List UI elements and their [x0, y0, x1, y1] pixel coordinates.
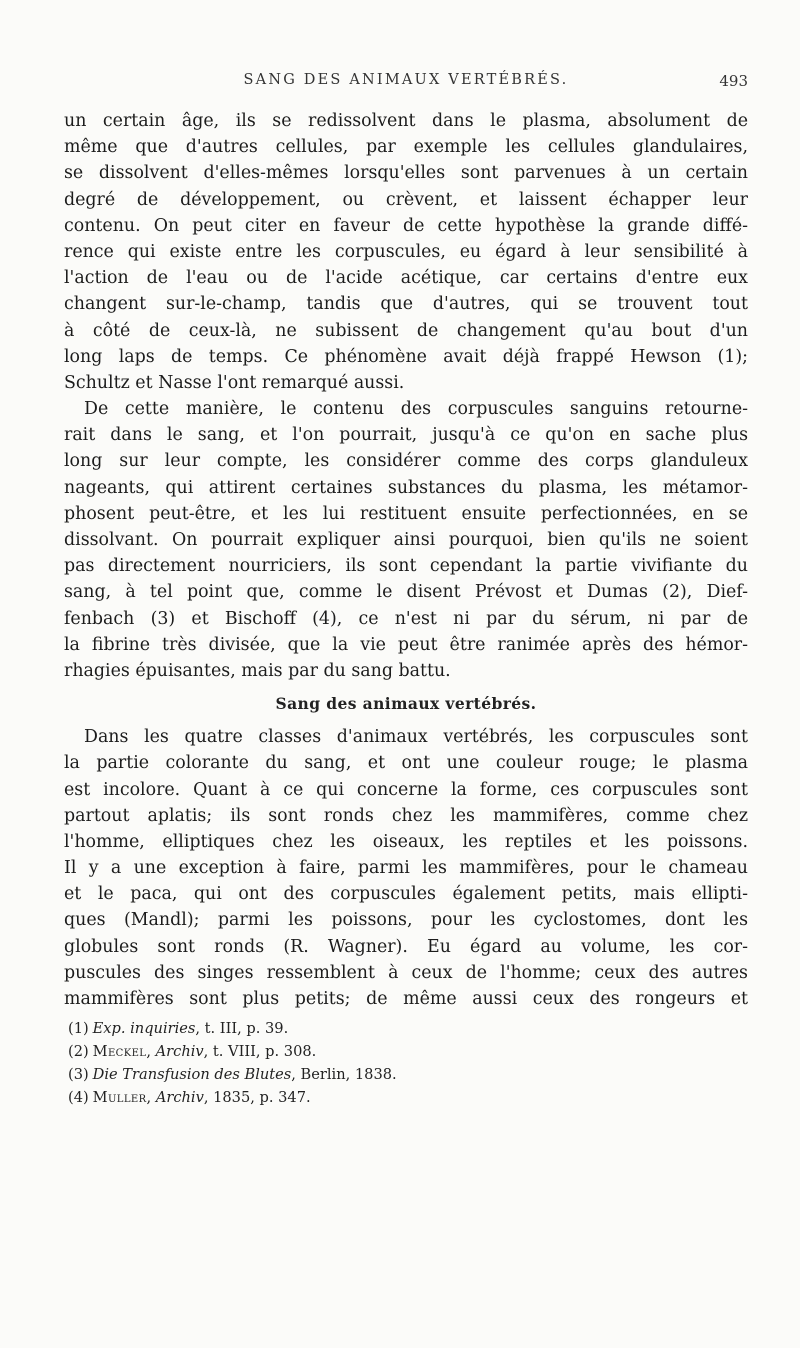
footnote-details: , Berlin, 1838. — [291, 1065, 397, 1083]
footnote-work: Exp. inquiries — [92, 1020, 196, 1038]
text-line: partout aplatis; ils sont ronds chez les mammifères, comme chez — [64, 805, 748, 826]
text-line: sang, à tel point que, comme le disent Prévost et Dumas (2), Dief- — [64, 582, 748, 603]
text-line: contenu. On peut citer en faveur de cette hypothèse la grande diffé- — [64, 215, 748, 236]
footnotes — [64, 1018, 748, 1109]
text-line: globules sont ronds (R. Wagner). Eu égard au volume, les cor- — [64, 936, 748, 957]
footnote-number: (3) — [68, 1065, 89, 1083]
footnote-details: , t. III, p. 39. — [195, 1020, 289, 1038]
footnote-author: Meckel — [92, 1042, 147, 1060]
footnote — [64, 1018, 748, 1041]
footnote-work: Archiv — [155, 1088, 204, 1106]
text-line: dissolvant. On pourrait expliquer ainsi pourquoi, bien qu'ils ne soient — [64, 530, 748, 550]
footnote-details: , 1835, p. 347. — [203, 1088, 311, 1106]
text-line: De cette manière, le contenu des corpuscules sanguins retourne- — [84, 399, 748, 420]
paragraph-1 — [64, 108, 748, 396]
text-line: la partie colorante du sang, et ont une couleur rouge; le plasma — [64, 753, 748, 774]
text-line: l'homme, elliptiques chez les oiseaux, les reptiles et les poissons. — [64, 831, 748, 852]
footnote-number: (2) — [68, 1042, 89, 1060]
text-line: rence qui existe entre les corpuscules, eu égard à leur sensibilité à — [64, 241, 748, 262]
footnote-author: Muller — [92, 1088, 147, 1106]
text-line: rait dans le sang, et l'on pourrait, jusqu'à ce qu'on en sache plus — [64, 425, 748, 446]
text-line: nageants, qui attirent certaines substances du plasma, les métamor- — [64, 477, 748, 498]
page-number: 493 — [719, 72, 748, 90]
text-line: Schultz et Nasse l'ont remarqué aussi. — [64, 372, 405, 393]
footnote: (2) Meckel, Archiv, t. VIII, p. 308. — [64, 1041, 748, 1064]
paragraph-2 — [64, 396, 748, 684]
text-line: même que d'autres cellules, par exemple les cellules glandulaires, — [64, 137, 748, 158]
text-line: et le paca, qui ont des corpuscules également petits, mais ellipti- — [64, 884, 748, 905]
text-line: un certain âge, ils se redissolvent dans le plasma, absolument de — [64, 111, 748, 131]
text-line: la fibrine très divisée, que la vie peut être ranimée après des hémor- — [64, 634, 748, 655]
body-text — [64, 108, 748, 1109]
running-head-title: SANG DES ANIMAUX VERTÉBRÉS. — [243, 72, 569, 88]
text-line: est incolore. Quant à ce qui concerne la forme, ces corpuscules sont — [64, 779, 748, 800]
footnote: (4) Muller, Archiv, 1835, p. 347. — [64, 1087, 748, 1110]
text-line: à côté de ceux-là, ne subissent de changement qu'au bout d'un — [64, 320, 748, 341]
footnote-details: , t. VIII, p. 308. — [203, 1042, 317, 1060]
text-line: long laps de temps. Ce phénomène avait déjà frappé Hewson (1); — [64, 346, 748, 367]
text-line: Dans les quatre classes d'animaux vertébrés, les corpuscules sont — [84, 727, 748, 748]
text-line: changent sur-le-champ, tandis que d'autres, qui se trouvent tout — [64, 294, 748, 315]
footnote-work: Die Transfusion des Blutes — [92, 1065, 292, 1083]
footnote-work: Archiv — [155, 1042, 204, 1060]
text-line: degré de développement, ou crèvent, et laissent échapper leur — [64, 189, 748, 210]
text-line: pas directement nourriciers, ils sont cependant la partie vivifiante du — [64, 556, 748, 577]
text-line: l'action de l'eau ou de l'acide acétique, car certains d'entre eux — [64, 268, 748, 289]
text-line: rhagies épuisantes, mais par du sang battu. — [64, 660, 451, 681]
footnote-number: (1) — [68, 1020, 89, 1038]
text-line: mammifères sont plus petits; de même aussi ceux des rongeurs et — [64, 989, 748, 1009]
text-line: se dissolvent d'elles-mêmes lorsqu'elles sont parvenues à un certain — [64, 163, 748, 184]
text-line: long sur leur compte, les considérer comme des corps glanduleux — [64, 451, 748, 472]
footnote-number: (4) — [68, 1088, 89, 1106]
section-heading: Sang des animaux vertébrés. — [275, 694, 537, 714]
running-head — [64, 72, 748, 96]
footnote — [64, 1064, 748, 1087]
text-line: fenbach (3) et Bischoff (4), ce n'est ni par du sérum, ni par de — [64, 608, 748, 629]
text-line: Il y a une exception à faire, parmi les mammifères, pour le chameau — [64, 858, 748, 879]
paragraph-3 — [64, 724, 748, 1012]
text-line: ques (Mandl); parmi les poissons, pour les cyclostomes, dont les — [64, 910, 748, 931]
text-line: phosent peut-être, et les lui restituent ensuite perfectionnées, en se — [64, 503, 748, 524]
text-line: puscules des singes ressemblent à ceux de l'homme; ceux des autres — [64, 962, 748, 983]
